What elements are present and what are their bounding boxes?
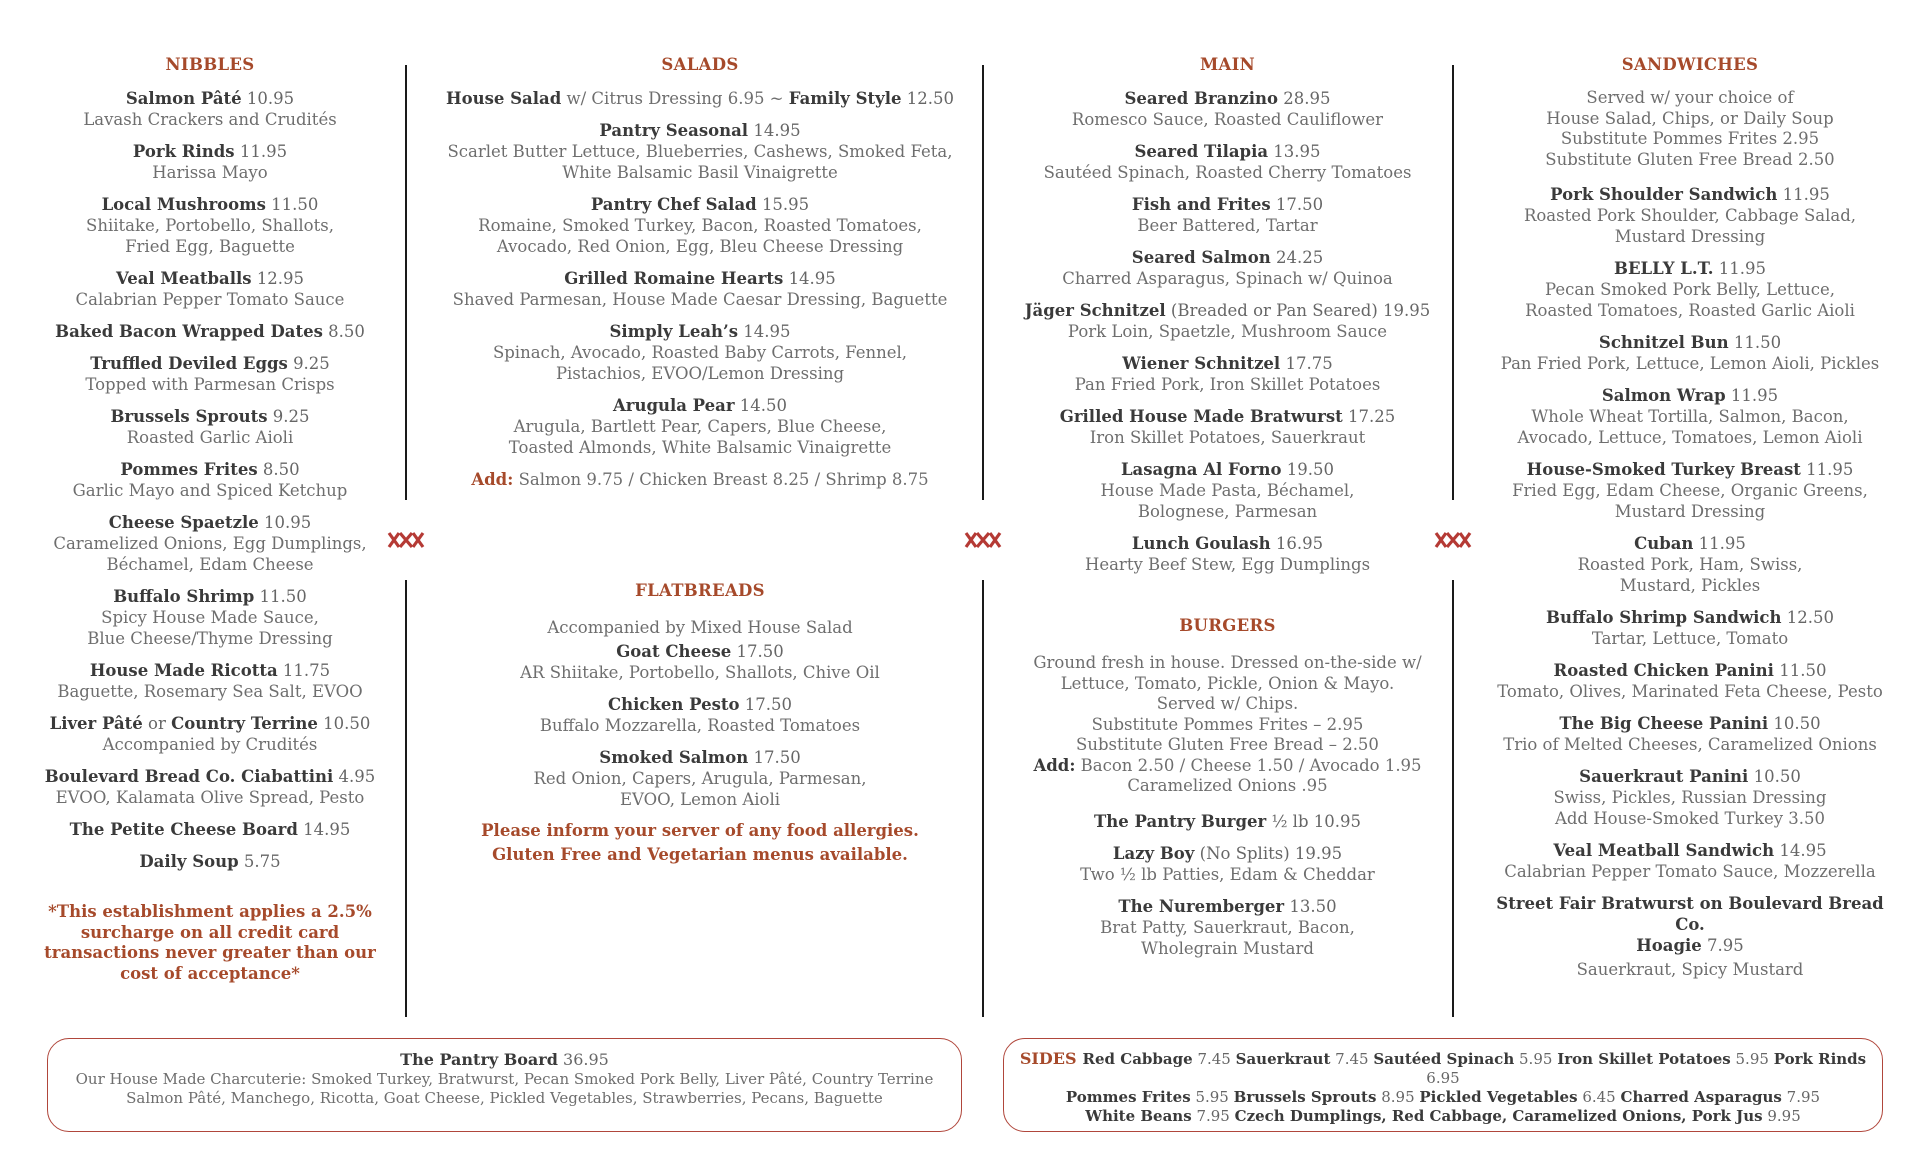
text-line: Our House Made Charcuterie: Smoked Turkey, Bratwurst, Pecan Smoked Pork Belly, Liver Pâté, Country Terrine [75, 1070, 934, 1088]
item-name: Salmon Wrap [1601, 386, 1726, 405]
item-price: 10.50 [1753, 767, 1801, 786]
menu-item [440, 194, 960, 257]
text-line: House Salad, Chips, or Daily Soup [1546, 108, 1834, 128]
menu-item [1480, 533, 1900, 596]
salads-section [440, 55, 960, 867]
side-price: 5.95 [1519, 1050, 1553, 1068]
add-options: Bacon 2.50 / Cheese 1.50 / Avocado 1.95 [1080, 755, 1422, 775]
menu-item [1480, 893, 1900, 983]
text-line: Substitute Gluten Free Bread 2.50 [1545, 149, 1835, 169]
item-name: Buffalo Shrimp [113, 587, 255, 606]
menu-item [40, 459, 380, 501]
item-price: 11.95 [1730, 386, 1779, 405]
item-description: Pistachios, EVOO/Lemon Dressing [555, 364, 845, 383]
ornament-2-icon [964, 530, 1002, 550]
item-description: Shaved Parmesan, House Made Caesar Dressing, Baguette [452, 290, 948, 309]
item-price: 11.50 [1733, 333, 1782, 352]
item-name: The Pantry Burger [1094, 811, 1267, 831]
item-description: Tomato, Olives, Marinated Feta Cheese, Pesto [1497, 682, 1883, 701]
side-name: Iron Skillet Potatoes [1557, 1050, 1731, 1068]
menu-item [40, 321, 380, 342]
item-description: Accompanied by Crudités [102, 735, 318, 754]
flatbreads-list [440, 641, 960, 810]
item-description: Wholegrain Mustard [1141, 938, 1314, 958]
menu-item [1005, 194, 1450, 236]
item-description: Trio of Melted Cheeses, Caramelized Onions [1503, 735, 1877, 754]
item-name: Family Style [788, 89, 902, 108]
item-price: 10.50 [323, 714, 371, 733]
item-name: House Made Ricotta [89, 661, 278, 680]
divider-3-bottom [1452, 580, 1454, 1017]
item-description: Romesco Sauce, Roasted Cauliflower [1071, 110, 1384, 129]
item-name: Cheese Spaetzle [108, 513, 259, 532]
item-description: Bolognese, Parmesan [1137, 502, 1318, 521]
item-price: 11.95 [1698, 534, 1746, 553]
item-price: 14.95 [788, 269, 836, 288]
side-name: Czech Dumplings, Red Cabbage, Caramelized Onions, Pork Jus [1234, 1107, 1763, 1125]
item-price: 19.50 [1286, 460, 1335, 479]
menu-item [40, 660, 380, 702]
menu-item [1005, 406, 1450, 448]
menu-item [440, 120, 960, 183]
item-description: Fried Egg, Baguette [125, 237, 295, 256]
text-line: surcharge on all credit card [80, 922, 340, 942]
nibbles-heading: NIBBLES [165, 55, 255, 74]
item-price: 15.95 [761, 195, 810, 214]
item-price: (No Splits) 19.95 [1199, 843, 1343, 863]
ornament-1-icon [387, 530, 425, 550]
item-price: 11.95 [1718, 259, 1766, 278]
item-name: Schnitzel Bun [1598, 333, 1729, 352]
text-line: Served w/ Chips. [1156, 694, 1299, 713]
item-price: 13.95 [1273, 142, 1321, 161]
menu-item [1480, 184, 1900, 247]
item-description: Roasted Tomatoes, Roasted Garlic Aioli [1525, 301, 1855, 320]
item-price: (Breaded or Pan Seared) 19.95 [1170, 301, 1431, 320]
sides-list [1004, 1049, 1882, 1126]
item-description: Topped with Parmesan Crisps [85, 375, 335, 394]
menu-item [440, 321, 960, 384]
menu-item [1005, 533, 1450, 575]
item-name: Buffalo Shrimp Sandwich [1546, 608, 1782, 627]
item-price: 11.50 [271, 195, 319, 214]
item-description: Red Onion, Capers, Arugula, Parmesan, [533, 768, 867, 788]
side-name: Pork Rinds [1773, 1050, 1867, 1068]
item-description: Mustard Dressing [1614, 502, 1766, 521]
menu-item [1005, 247, 1450, 289]
salads-heading: SALADS [661, 55, 739, 74]
item-price: 10.95 [264, 513, 312, 532]
item-price: 14.95 [303, 820, 351, 839]
item-name: Roasted Chicken Panini [1553, 661, 1774, 680]
item-name: Seared Branzino [1124, 89, 1279, 108]
divider-3-top [1452, 65, 1454, 500]
menu-item [1005, 300, 1450, 342]
menu-item [1480, 332, 1900, 374]
sides-box [1003, 1038, 1883, 1132]
item-description: Roasted Pork Shoulder, Cabbage Salad, [1523, 206, 1857, 225]
item-price: 17.25 [1347, 407, 1396, 426]
menu-item [1480, 607, 1900, 649]
main-list [1005, 88, 1450, 575]
item-name: Daily Soup [139, 852, 239, 871]
nibbles-list-2 [40, 766, 380, 872]
item-description: Caramelized Onions, Egg Dumplings, [53, 534, 367, 553]
item-price: 14.50 [739, 396, 788, 415]
text-line: cost of acceptance* [120, 963, 300, 983]
text-line: Substitute Pommes Frites – 2.95 [1091, 714, 1364, 734]
item-name: Pantry Seasonal [599, 121, 749, 140]
sandwiches-intro [1480, 88, 1900, 170]
item-description: Fried Egg, Edam Cheese, Organic Greens, [1512, 481, 1868, 500]
side-price: 7.45 [1335, 1050, 1369, 1068]
menu-item [1005, 896, 1450, 959]
menu-item [1005, 141, 1450, 183]
item-price: 11.95 [1782, 185, 1830, 204]
item-description: EVOO, Lemon Aioli [619, 789, 781, 809]
item-description: Iron Skillet Potatoes, Sauerkraut [1089, 428, 1366, 447]
text-line: *This establishment applies a 2.5% [48, 902, 372, 921]
item-name: House Salad [446, 89, 562, 108]
item-description: Béchamel, Edam Cheese [106, 555, 314, 574]
item-price: 24.25 [1275, 248, 1324, 267]
item-description: AR Shiitake, Portobello, Shallots, Chive Oil [520, 662, 880, 682]
menu-item [440, 694, 960, 736]
side-price: 6.45 [1582, 1088, 1616, 1106]
item-description: Roasted Pork, Ham, Swiss, [1577, 555, 1803, 574]
item-description: Calabrian Pepper Tomato Sauce [75, 290, 345, 309]
menu-item [40, 88, 380, 130]
item-name: Smoked Salmon [599, 747, 749, 767]
item-name-2: Hoagie [1636, 936, 1702, 955]
item-price: 13.50 [1289, 896, 1337, 916]
item-description: Swiss, Pickles, Russian Dressing [1553, 788, 1827, 807]
text-line: Salmon Pâté, Manchego, Ricotta, Goat Cheese, Pickled Vegetables, Strawberries, Pecans, Baguette [126, 1089, 883, 1107]
menu-item [1005, 459, 1450, 522]
menu-item [40, 406, 380, 448]
menu-item [40, 766, 380, 808]
item-description: Add House-Smoked Turkey 3.50 [1554, 809, 1826, 828]
item-name: The Nuremberger [1118, 896, 1285, 916]
item-name: Grilled House Made Bratwurst [1059, 407, 1343, 426]
item-price: 10.50 [1773, 714, 1821, 733]
item-description: Mustard Dressing [1614, 227, 1766, 246]
item-name: Liver Pâté [49, 714, 143, 733]
item-name: Seared Tilapia [1134, 142, 1269, 161]
menu-item [1005, 843, 1450, 885]
text-line: Substitute Gluten Free Bread – 2.50 [1076, 735, 1379, 754]
item-price: 7.95 [1707, 936, 1744, 955]
item-description: Pork Loin, Spaetzle, Mushroom Sauce [1067, 322, 1388, 341]
item-name: Country Terrine [171, 714, 318, 733]
item-name: Local Mushrooms [101, 195, 266, 214]
side-price: 9.95 [1767, 1107, 1801, 1125]
add-label: Add: [1033, 755, 1076, 775]
sandwiches-list [1480, 184, 1900, 882]
sides-row [1004, 1049, 1882, 1088]
item-description: Lavash Crackers and Crudités [83, 110, 337, 129]
main-heading: MAIN [1199, 55, 1256, 74]
item-name: The Big Cheese Panini [1559, 714, 1769, 733]
side-name: Pickled Vegetables [1419, 1088, 1578, 1106]
burgers-intro [1005, 653, 1450, 756]
item-description: Brat Patty, Sauerkraut, Bacon, [1100, 917, 1355, 937]
item-description: Charred Asparagus, Spinach w/ Quinoa [1062, 269, 1393, 288]
menu-item [40, 141, 380, 183]
item-name: Salmon Pâté [125, 89, 242, 108]
menu-item [40, 353, 380, 395]
item-description: Sauerkraut, Spicy Mustard [1576, 960, 1804, 979]
nibbles-section [40, 55, 380, 984]
item-name: Simply Leah’s [609, 322, 739, 341]
divider-1-bottom [405, 580, 407, 1017]
side-price: 5.95 [1735, 1050, 1769, 1068]
divider-2-top [982, 65, 984, 500]
item-name: Chicken Pesto [608, 694, 740, 714]
item-name: Lunch Goulash [1131, 534, 1271, 553]
item-price: 14.95 [743, 322, 791, 341]
text-line: Ground fresh in house. Dressed on-the-side w/ [1033, 653, 1422, 672]
item-description: Garlic Mayo and Spiced Ketchup [72, 481, 348, 500]
item-name: Pommes Frites [120, 460, 258, 479]
item-name: Pantry Chef Salad [590, 195, 757, 214]
sandwiches-section [1480, 55, 1900, 994]
item-description: Roasted Garlic Aioli [126, 428, 294, 447]
item-price: 14.95 [753, 121, 801, 140]
item-name: Wiener Schnitzel [1122, 354, 1281, 373]
nibbles-list [40, 88, 380, 702]
or-text: or [148, 714, 166, 733]
pantry-board-description [48, 1070, 961, 1108]
item-price: 5.75 [243, 852, 281, 871]
item-description: Toasted Almonds, White Balsamic Vinaigrette [508, 438, 892, 457]
item-name: Goat Cheese [616, 641, 732, 661]
menu-item [1005, 811, 1450, 832]
text-line: Lettuce, Tomato, Pickle, Onion & Mayo. [1060, 673, 1395, 693]
side-name: Brussels Sprouts [1233, 1088, 1377, 1106]
menu-item [40, 268, 380, 310]
sandwiches-heading: SANDWICHES [1621, 55, 1759, 74]
menu-item [1480, 258, 1900, 321]
add-label: Add: [471, 470, 514, 489]
item-description: Two ½ lb Patties, Edam & Cheddar [1080, 864, 1375, 884]
menu-item [440, 395, 960, 458]
item-name: Baked Bacon Wrapped Dates [55, 322, 323, 341]
item-description: Arugula, Bartlett Pear, Capers, Blue Cheese, [513, 417, 887, 436]
side-price: 7.45 [1197, 1050, 1231, 1068]
menu-item [40, 713, 380, 755]
item-name: Truffled Deviled Eggs [90, 354, 288, 373]
item-description: Avocado, Red Onion, Egg, Bleu Cheese Dressing [496, 237, 904, 256]
salads-list [440, 120, 960, 458]
item-name: Cuban [1634, 534, 1694, 553]
item-price: 11.50 [1779, 661, 1827, 680]
sides-row [1004, 1107, 1882, 1126]
item-description: Harissa Mayo [152, 163, 268, 182]
item-price: 10.95 [246, 89, 295, 108]
item-price: 8.50 [328, 322, 365, 341]
menu-item [440, 88, 960, 109]
side-name: Red Cabbage [1082, 1050, 1193, 1068]
item-description: Whole Wheat Tortilla, Salmon, Bacon, [1531, 407, 1849, 426]
item-price: 17.50 [1275, 195, 1324, 214]
burgers-heading: BURGERS [1179, 616, 1276, 635]
allergy-note [440, 819, 960, 867]
menu-item [1005, 353, 1450, 395]
item-description: Avocado, Lettuce, Tomatoes, Lemon Aioli [1517, 428, 1863, 447]
item-description: Romaine, Smoked Turkey, Bacon, Roasted Tomatoes, [478, 216, 922, 235]
item-price: 11.95 [239, 142, 288, 161]
item-price: 14.95 [1779, 841, 1827, 860]
item-price: 17.75 [1285, 354, 1333, 373]
side-name: Charred Asparagus [1620, 1088, 1782, 1106]
item-name: Seared Salmon [1131, 248, 1271, 267]
item-description: Shiitake, Portobello, Shallots, [86, 216, 334, 235]
item-name: Boulevard Bread Co. Ciabattini [44, 767, 334, 786]
side-price: 5.95 [1195, 1088, 1229, 1106]
item-name: Pork Shoulder Sandwich [1550, 185, 1778, 204]
menu-item [40, 851, 380, 872]
item-description: Buffalo Mozzarella, Roasted Tomatoes [539, 715, 861, 735]
burgers-add-line [1005, 756, 1450, 797]
item-price: 17.50 [753, 747, 801, 767]
item-name: Veal Meatballs [115, 269, 252, 288]
item-price: 12.95 [256, 269, 305, 288]
menu-item [1480, 385, 1900, 448]
item-name: Grilled Romaine Hearts [564, 269, 784, 288]
item-description: Pan Fried Pork, Iron Skillet Potatoes [1074, 375, 1381, 394]
surcharge-note [40, 902, 380, 984]
item-price: 11.95 [1806, 460, 1854, 479]
item-description: Calabrian Pepper Tomato Sauce, Mozzerella [1504, 862, 1876, 881]
item-price: 16.95 [1275, 534, 1324, 553]
item-name: Arugula Pear [612, 396, 735, 415]
item-price: ½ lb 10.95 [1271, 811, 1361, 831]
item-price: 12.50 [1786, 608, 1834, 627]
burgers-list [1005, 811, 1450, 959]
pantry-board-price: 36.95 [563, 1050, 609, 1069]
item-price: 17.50 [744, 694, 792, 714]
item-name: Fish and Frites [1131, 195, 1271, 214]
divider-1-top [405, 65, 407, 500]
item-name: Lazy Boy [1112, 843, 1195, 863]
item-description: House Made Pasta, Béchamel, [1100, 481, 1355, 500]
menu-item [440, 747, 960, 810]
item-name: Lasagna Al Forno [1120, 460, 1282, 479]
item-name: The Petite Cheese Board [69, 820, 298, 839]
item-description: Spinach, Avocado, Roasted Baby Carrots, Fennel, [492, 343, 908, 362]
item-price: 9.25 [293, 354, 330, 373]
salads-add-line [440, 469, 960, 490]
flatbreads-intro: Accompanied by Mixed House Salad [547, 618, 853, 637]
item-description: Scarlet Butter Lettuce, Blueberries, Cashews, Smoked Feta, [447, 142, 953, 161]
side-price: 8.95 [1381, 1088, 1415, 1106]
side-price: 7.95 [1196, 1107, 1230, 1125]
menu-item [440, 641, 960, 683]
item-description: Pan Fried Pork, Lettuce, Lemon Aioli, Pickles [1500, 354, 1880, 373]
item-description: Mustard, Pickles [1619, 576, 1761, 595]
item-price: 8.50 [262, 460, 300, 479]
item-name: Brussels Sprouts [110, 407, 268, 426]
text-line: Served w/ your choice of [1586, 88, 1794, 107]
item-description: EVOO, Kalamata Olive Spread, Pesto [55, 788, 365, 807]
item-description: Baguette, Rosemary Sea Salt, EVOO [57, 682, 363, 701]
text-line: Gluten Free and Vegetarian menus available. [492, 844, 908, 864]
item-price: 9.25 [272, 407, 310, 426]
item-name: Pork Rinds [132, 142, 235, 161]
item-name: Veal Meatball Sandwich [1553, 841, 1775, 860]
item-price: 28.95 [1283, 89, 1331, 108]
item-price: 12.50 [906, 89, 954, 108]
pantry-board-name: The Pantry Board [400, 1050, 558, 1069]
menu-item [1480, 766, 1900, 829]
menu-item [40, 586, 380, 649]
item-description: Blue Cheese/Thyme Dressing [87, 629, 333, 648]
side-name: Pommes Frites [1065, 1088, 1191, 1106]
item-description: Beer Battered, Tartar [1137, 216, 1318, 235]
divider-2-bottom [982, 580, 984, 1017]
menu-item [1480, 840, 1900, 882]
sides-label: SIDES [1019, 1049, 1077, 1068]
item-description: Tartar, Lettuce, Tomato [1591, 629, 1789, 648]
menu-item [40, 194, 380, 257]
item-description: White Balsamic Basil Vinaigrette [562, 163, 838, 182]
menu-item [40, 819, 380, 840]
menu-item [1480, 660, 1900, 702]
main-section [1005, 55, 1450, 970]
menu-item [1005, 88, 1450, 130]
menu-item [1480, 713, 1900, 755]
item-name: Jäger Schnitzel [1024, 301, 1166, 320]
menu-item [1480, 459, 1900, 522]
text-line: Please inform your server of any food allergies. [481, 820, 919, 840]
sides-row [1004, 1088, 1882, 1107]
item-description: Pecan Smoked Pork Belly, Lettuce, [1545, 280, 1835, 299]
add-options: Salmon 9.75 / Chicken Breast 8.25 / Shrimp 8.75 [518, 470, 929, 489]
flatbreads-heading: FLATBREADS [635, 581, 765, 600]
text-line: Substitute Pommes Frites 2.95 [1560, 129, 1820, 148]
side-price: 7.95 [1786, 1088, 1821, 1106]
side-price: 6.95 [1426, 1069, 1460, 1087]
item-name: House-Smoked Turkey Breast [1526, 460, 1801, 479]
pantry-board-box [47, 1038, 962, 1132]
side-name: White Beans [1085, 1107, 1192, 1125]
item-name: BELLY L.T. [1614, 259, 1714, 278]
menu-item [40, 512, 380, 575]
item-description: w/ Citrus Dressing 6.95 ~ [566, 89, 784, 108]
add-options-2: Caramelized Onions .95 [1127, 776, 1328, 795]
item-price: 17.50 [736, 641, 784, 661]
text-line: transactions never greater than our [44, 943, 376, 962]
item-price: 11.50 [259, 587, 307, 606]
item-description: Hearty Beef Stew, Egg Dumplings [1084, 555, 1371, 574]
item-description: Sautéed Spinach, Roasted Cherry Tomatoes [1043, 163, 1412, 182]
menu-item [440, 268, 960, 310]
side-name: Sautéed Spinach [1373, 1050, 1515, 1068]
item-description: Spicy House Made Sauce, [101, 608, 319, 627]
item-price: 4.95 [338, 767, 376, 786]
item-price: 11.75 [282, 661, 331, 680]
side-name: Sauerkraut [1235, 1050, 1331, 1068]
item-name: Street Fair Bratwurst on Boulevard Bread Co. [1496, 894, 1884, 934]
item-name: Sauerkraut Panini [1579, 767, 1749, 786]
